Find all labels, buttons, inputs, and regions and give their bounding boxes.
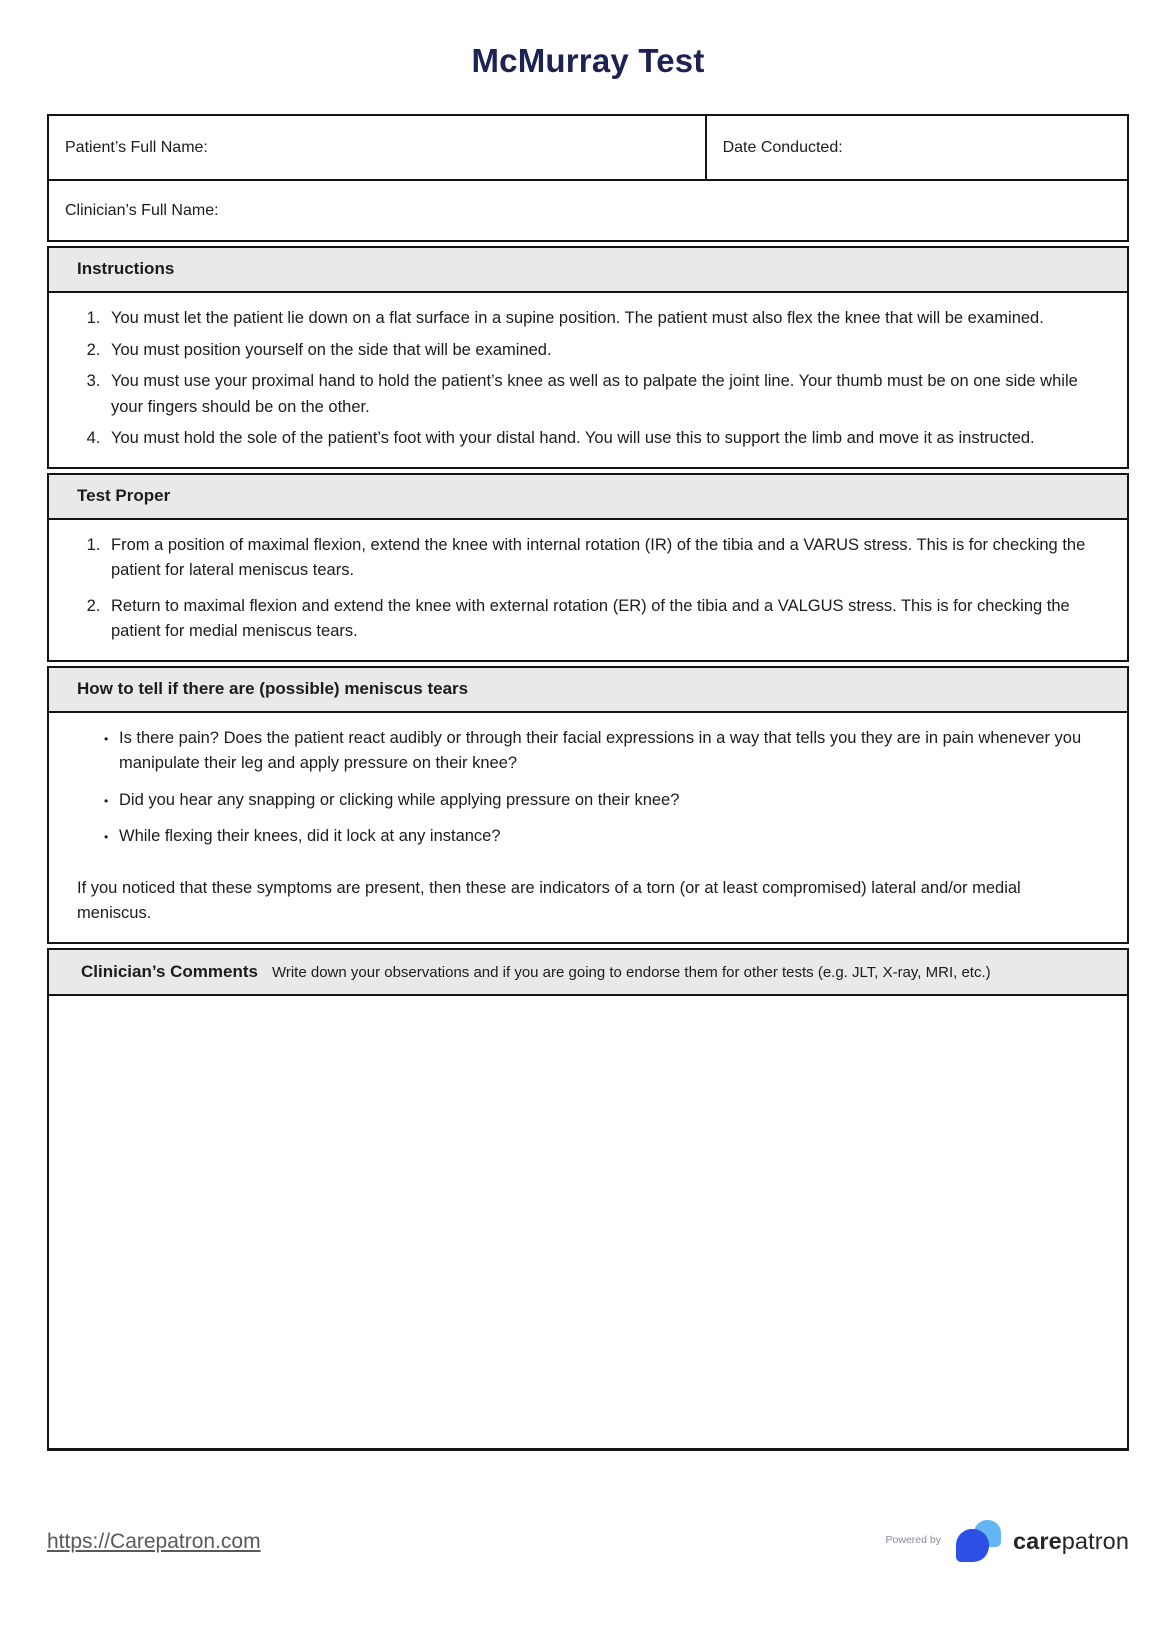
date-conducted-label: Date Conducted: <box>722 138 843 156</box>
list-item: 1. You must let the patient lie down on a flat surface in a supine position. The patient must also flex the knee that will be examined. <box>105 306 1097 332</box>
list-item: • Did you hear any snapping or clicking while applying pressure on their knee? <box>119 788 1097 814</box>
instructions-heading: Instructions <box>49 248 1127 293</box>
powered-by-label: Powered by <box>885 1533 941 1546</box>
comments-heading-row <box>49 950 1127 996</box>
list-item: 1. From a position of maximal flexion, extend the knee with internal rotation (IR) of the tibia and a VARUS stress. This is for checking the patient for lateral meniscus tears. <box>105 533 1097 584</box>
comments-heading: Clinician’s Comments <box>81 961 258 981</box>
comments-input-area[interactable] <box>49 996 1127 1448</box>
patient-name-field[interactable] <box>49 116 707 179</box>
meniscus-tears-heading: How to tell if there are (possible) meniscus tears <box>49 668 1127 713</box>
test-proper-list <box>77 533 1097 645</box>
list-item: 2. Return to maximal flexion and extend the knee with external rotation (ER) of the tibia and a VALGUS stress. This is for checking the patient for medial meniscus tears. <box>105 594 1097 645</box>
carepatron-wordmark <box>1013 1528 1129 1555</box>
info-table-row-1 <box>49 116 1127 179</box>
list-item: • Is there pain? Does the patient react audibly or through their facial expressions in a way that tells you they are in pain whenever you manipulate their leg and apply pressure on their knee? <box>119 726 1097 777</box>
wordmark-care: care <box>1013 1528 1062 1554</box>
logo-dark-shape <box>956 1529 989 1562</box>
footer <box>47 1519 1129 1565</box>
comments-subheading: Write down your observations and if you are going to endorse them for other tests (e.g. JLT, X-ray, MRI, etc.) <box>271 963 991 981</box>
patient-name-label: Patient’s Full Name: <box>65 138 208 156</box>
patient-info-table <box>47 114 1129 242</box>
page-title: McMurray Test <box>471 42 705 79</box>
wordmark-patron: patron <box>1061 1528 1129 1554</box>
meniscus-tears-note: If you noticed that these symptoms are present, then these are indicators of a torn (or at least compromised) lateral and/or medial meniscus. <box>77 878 1021 922</box>
instructions-section <box>47 246 1129 469</box>
meniscus-tears-section <box>47 666 1129 944</box>
list-item: 3. You must use your proximal hand to hold the patient’s knee as well as to palpate the joint line. Your thumb must be on one side while your fingers should be on the other. <box>105 369 1097 420</box>
list-item: 4. You must hold the sole of the patient’s foot with your distal hand. You will use this to support the limb and move it as instructed. <box>105 426 1097 452</box>
comments-section <box>47 948 1129 1451</box>
list-item: • While flexing their knees, did it lock at any instance? <box>119 824 1097 850</box>
test-proper-heading: Test Proper <box>49 475 1127 520</box>
test-proper-body <box>49 520 1127 660</box>
test-proper-section <box>47 473 1129 662</box>
meniscus-tears-list <box>77 726 1097 850</box>
list-item: 2. You must position yourself on the side that will be examined. <box>105 338 1097 364</box>
instructions-body <box>49 293 1127 467</box>
clinician-name-field[interactable] <box>49 181 1127 240</box>
meniscus-tears-body <box>49 713 1127 942</box>
date-conducted-field[interactable] <box>707 116 1127 179</box>
instructions-list <box>77 306 1097 452</box>
clinician-name-label: Clinician’s Full Name: <box>65 201 219 219</box>
carepatron-logo-icon <box>954 1519 1004 1565</box>
carepatron-link[interactable]: https://Carepatron.com <box>47 1529 261 1553</box>
info-table-row-2 <box>49 179 1127 240</box>
carepatron-branding <box>886 1519 1129 1565</box>
